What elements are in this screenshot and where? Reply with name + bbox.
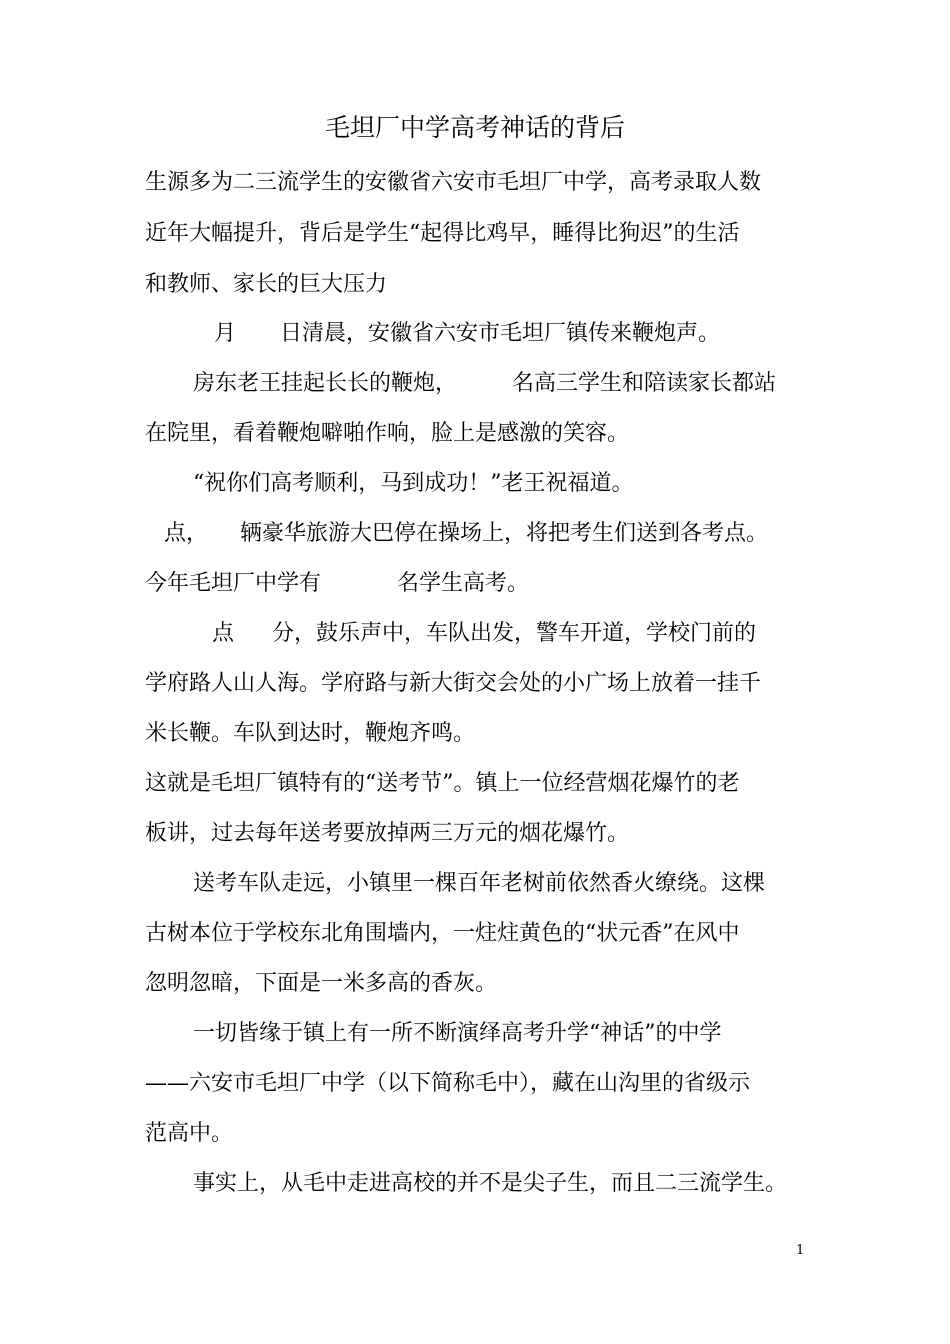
text-fragment: 日清晨，安徽省六安市毛坦厂镇传来鞭炮声。 xyxy=(280,321,721,346)
text-line: 学府路人山人海。学府路与新大街交会处的小广场上放着一挂千 xyxy=(145,671,762,696)
text-line: 忽明忽暗，下面是一米多高的香灰。 xyxy=(145,971,498,996)
text-fragment: 房东老王挂起长长的鞭炮， xyxy=(193,371,458,396)
text-line: 生源多为二三流学生的安徽省六安市毛坦厂中学，高考录取人数 xyxy=(145,170,762,195)
text-line: 近年大幅提升，背后是学生“起得比鸡早，睡得比狗迟”的生活 xyxy=(145,221,740,246)
text-line: 范高中。 xyxy=(145,1121,234,1146)
text-fragment: 点 xyxy=(212,621,235,646)
page-number: 1 xyxy=(796,1243,805,1258)
text-line: 事实上，从毛中走进高校的并不是尖子生，而且二三流学生。 xyxy=(193,1171,788,1196)
text-line: 米长鞭。车队到达时，鞭炮齐鸣。 xyxy=(145,721,476,746)
text-line: “祝你们高考顺利，马到成功！”老王祝福道。 xyxy=(193,471,634,496)
text-fragment: 分，鼓乐声中，车队出发，警车开道，学校门前的 xyxy=(272,621,757,646)
text-fragment: 月 xyxy=(214,321,237,346)
text-line: 板讲，过去每年送考要放掉两三万元的烟花爆竹。 xyxy=(145,821,630,846)
text-line: 送考车队走远，小镇里一棵百年老树前依然香火缭绕。这棵 xyxy=(193,871,766,896)
text-fragment: 名学生高考。 xyxy=(397,571,530,596)
text-fragment: 辆豪华旅游大巴停在操场上，将把考生们送到各考点。 xyxy=(240,521,769,546)
page-title: 毛坦厂中学高考神话的背后 xyxy=(324,113,625,142)
text-line: 这就是毛坦厂镇特有的“送考节”。镇上一位经营烟花爆竹的老 xyxy=(145,771,740,796)
text-fragment: 名高三学生和陪读家长都站 xyxy=(512,371,777,396)
text-line: 和教师、家长的巨大压力 xyxy=(145,272,388,297)
text-line: 一切皆缘于镇上有一所不断演绎高考升学“神话”的中学 xyxy=(193,1021,722,1046)
text-fragment: 点， xyxy=(164,521,209,546)
text-line: ——六安市毛坦厂中学（以下简称毛中），藏在山沟里的省级示 xyxy=(145,1071,751,1096)
text-line: 在院里，看着鞭炮噼啪作响，脸上是感激的笑容。 xyxy=(145,421,630,446)
text-fragment: 今年毛坦厂中学有 xyxy=(145,571,322,596)
text-line: 古树本位于学校东北角围墙内，一炷炷黄色的“状元香”在风中 xyxy=(145,921,740,946)
